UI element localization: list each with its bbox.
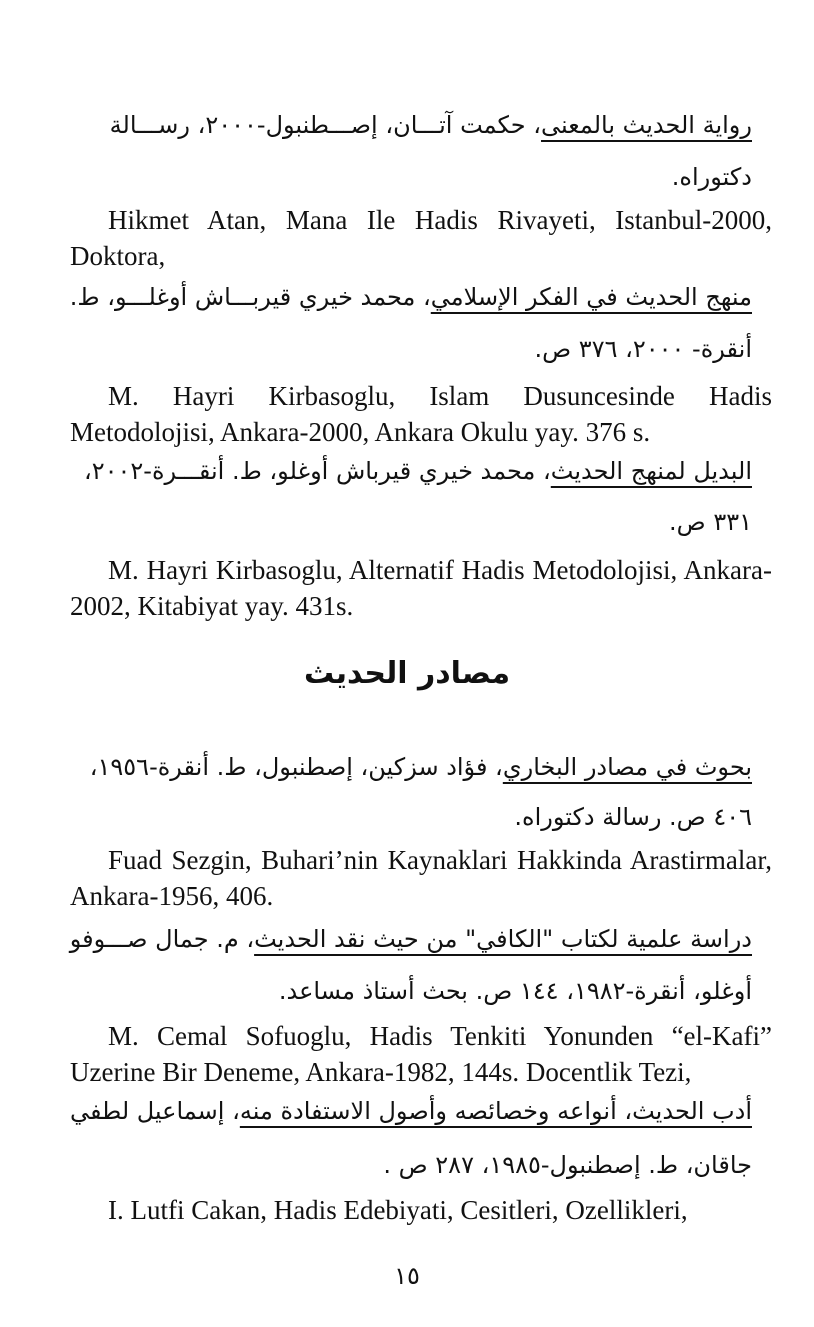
arabic-book-title: منهج الحديث في الفكر الإسلامي: [430, 283, 752, 311]
arabic-book-title: البديل لمنهج الحديث: [550, 457, 752, 485]
english-citation: Hikmet Atan, Mana Ile Hadis Rivayeti, Istanbul-2000, Doktora,: [70, 205, 772, 271]
arabic-book-title: أدب الحديث، أنواعه وخصائصه وأصول الاستفادة منه: [239, 1097, 752, 1125]
arabic-citation-rest: ، محمد خيري قيرباش أوغلو، ط. أنقـــرة-٢٠٠٢،: [83, 457, 551, 485]
arabic-citation-line2: جاقان، ط. إصطنبول-١٩٨٥، ٢٨٧ ص .: [383, 1151, 752, 1179]
arabic-citation-rest: ، إسماعيل لطفي: [69, 1097, 240, 1125]
arabic-book-title: رواية الحديث بالمعنى: [541, 111, 752, 139]
arabic-citation-line2: دكتوراه.: [671, 163, 752, 191]
english-citation: M. Hayri Kirbasoglu, Islam Dusuncesinde Hadis Metodolojisi, Ankara-2000, Ankara Okulu yay. 376 s.: [70, 381, 772, 447]
arabic-book-title: دراسة علمية لكتاب "الكافي" من حيث نقد الحديث: [254, 925, 752, 953]
english-citation: Fuad Sezgin, Buhari’nin Kaynaklari Hakkinda Arastirmalar, Ankara-1956, 406.: [70, 845, 772, 911]
arabic-citation-rest: ، حكمت آتـــان، إصـــطنبول-٢٠٠٠، رســـالة: [109, 111, 542, 139]
english-citation: M. Hayri Kirbasoglu, Alternatif Hadis Metodolojisi, Ankara-2002, Kitabiyat yay. 431s.: [70, 555, 772, 621]
arabic-citation-rest: ، م. جمال صـــوفو: [69, 925, 255, 953]
arabic-citation-line2: ٤٠٦ ص. رسالة دكتوراه.: [514, 803, 752, 831]
arabic-citation-line2: أوغلو، أنقرة-١٩٨٢، ١٤٤ ص. بحث أستاذ مساعد.: [278, 977, 752, 1005]
english-citation: M. Cemal Sofuoglu, Hadis Tenkiti Yonunden “el-Kafi” Uzerine Bir Deneme, Ankara-1982, 144s. Docentlik Tezi,: [70, 1021, 772, 1087]
arabic-citation-line: [60, 108, 752, 142]
section-heading: مصادر الحديث: [303, 656, 511, 691]
arabic-book-title: بحوث في مصادر البخاري: [502, 753, 752, 781]
arabic-citation-line: [60, 454, 752, 488]
arabic-citation-rest: ، فؤاد سزكين، إصطنبول، ط. أنقرة-١٩٥٦،: [89, 753, 503, 781]
arabic-citation-line2: ٣٣١ ص.: [669, 508, 752, 536]
arabic-citation-line: [60, 750, 752, 784]
arabic-citation-line2: أنقرة- ٢٠٠٠، ٣٧٦ ص.: [534, 335, 752, 363]
arabic-citation-line: [60, 922, 752, 956]
page-number: ١٥: [394, 1262, 420, 1290]
arabic-citation-line: [60, 1094, 752, 1128]
arabic-citation-line: [60, 280, 752, 314]
arabic-citation-rest: ، محمد خيري قيربـــاش أوغلـــو، ط.: [69, 283, 431, 311]
english-citation: I. Lutfi Cakan, Hadis Edebiyati, Cesitleri, Ozellikleri,: [108, 1195, 688, 1225]
